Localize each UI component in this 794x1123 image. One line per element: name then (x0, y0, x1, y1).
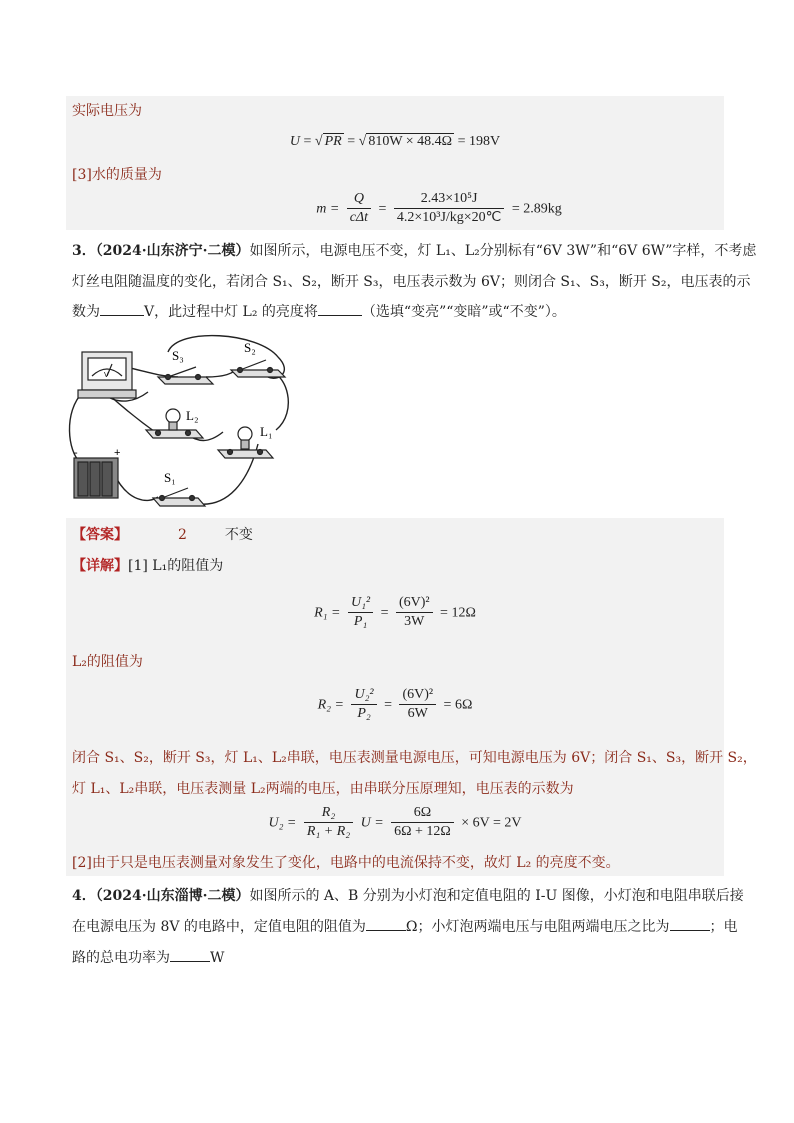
question-4-line: 在电源电压为 8V 的电路中，定值电阻的阻值为 Ω；小灯泡两端电压与电阻两端电压之比为 ；电 (72, 919, 738, 935)
detail-line: L₂的阻值为 (72, 654, 143, 670)
answer-blank (100, 303, 144, 316)
detail-tag: 【详解】 (72, 558, 128, 574)
svg-text:-: - (74, 447, 78, 459)
question-3-line: 数为 V，此过程中灯 L₂ 的亮度将 （选填“变亮”“变暗”或“不变”）。 (72, 304, 566, 320)
answer-blank (170, 949, 210, 962)
answer-line (72, 525, 253, 545)
circuit-diagram (68, 332, 298, 512)
question-3-line: 灯丝电阻随温度的变化，若闭合 S₁、S₂，断开 S₃，电压表示数为 6V；则闭合 S₁、S₃，断开 S₂，电压表的示 (72, 274, 751, 290)
label-l1: L₁ (260, 424, 273, 439)
svg-text:+: + (114, 447, 121, 459)
question-source: （2024·山东济宁·二模） (95, 243, 250, 259)
detail-line: 【详解】[1] L₁的阻值为 (72, 558, 224, 574)
detail-line: 灯 L₁、L₂串联，电压表测量 L₂两端的电压，由串联分压原理知，电压表的示数为 (72, 781, 574, 797)
equation-u2: U₂ = $\frac{\text{R₂}}{\text{R₁ + R₂}}$ U = $\frac{6\Omega}{6\Omega + 12\Omega}$ × 6V = 2V (268, 805, 522, 839)
question-number: 3． (72, 243, 96, 259)
label-s2: S₂ (244, 340, 256, 355)
switch-s3 (158, 367, 213, 384)
label-s3: S₃ (172, 348, 184, 363)
switch-s2 (231, 360, 285, 377)
solution-text: 实际电压为 (72, 103, 142, 119)
battery (74, 458, 118, 498)
question-4-line: 4．（2024·山东淄博·二模）如图所示的 A、B 分别为小灯泡和定值电阻的 I-U 图像，小灯泡和电阻串联后接 (72, 888, 744, 904)
label-l2: L₂ (186, 408, 199, 423)
label-s1: S₁ (164, 470, 176, 485)
question-3-line: 3．（2024·山东济宁·二模）如图所示，电源电压不变，灯 L₁、L₂分别标有“6V 3W”和“6V 6W”字样，不考虑 (72, 243, 757, 259)
equation-mass: m = $\frac{Q}{\text{cΔt}}$ = $\frac{\text{2.43×10⁵J}}{\text{4.2×10³J/kg×20℃}}$ = 2.89kg (316, 191, 562, 225)
switch-s1 (153, 488, 205, 506)
answer-blank (670, 918, 710, 931)
answer-blank (366, 918, 406, 931)
question-number: 4． (72, 888, 96, 904)
answer-blank (318, 303, 362, 316)
detail-line: [2]由于只是电压表测量对象发生了变化，电路中的电流保持不变，故灯 L₂ 的亮度不变。 (72, 855, 620, 871)
answer-tag: 【答案】 (72, 527, 128, 543)
equation-r1: R₁ = $\frac{\text{U₁²}}{\text{P₁}}$ = $\frac{\text{(6V)²}}{3W}$ = 12Ω (314, 595, 476, 629)
question-source: （2024·山东淄博·二模） (95, 888, 250, 904)
answer-value-1: 2 (177, 527, 187, 543)
question-4-line: 路的总电功率为 W (72, 950, 225, 966)
equation-voltage: U = √ PR = √ 810W × 48.4Ω = 198V (289, 134, 501, 149)
voltmeter-label: V (104, 372, 109, 379)
answer-value-2: 不变 (224, 527, 253, 543)
solution-text: [3]水的质量为 (72, 167, 162, 183)
equation-r2: R₂ = $\frac{\text{U₂²}}{\text{P₂}}$ = $\frac{\text{(6V)²}}{6W}$ = 6Ω (317, 687, 473, 721)
detail-line: 闭合 S₁、S₂，断开 S₃，灯 L₁、L₂串联，电压表测量电源电压，可知电源电压为 6V；闭合 S₁、S₃，断开 S₂， (72, 750, 757, 766)
